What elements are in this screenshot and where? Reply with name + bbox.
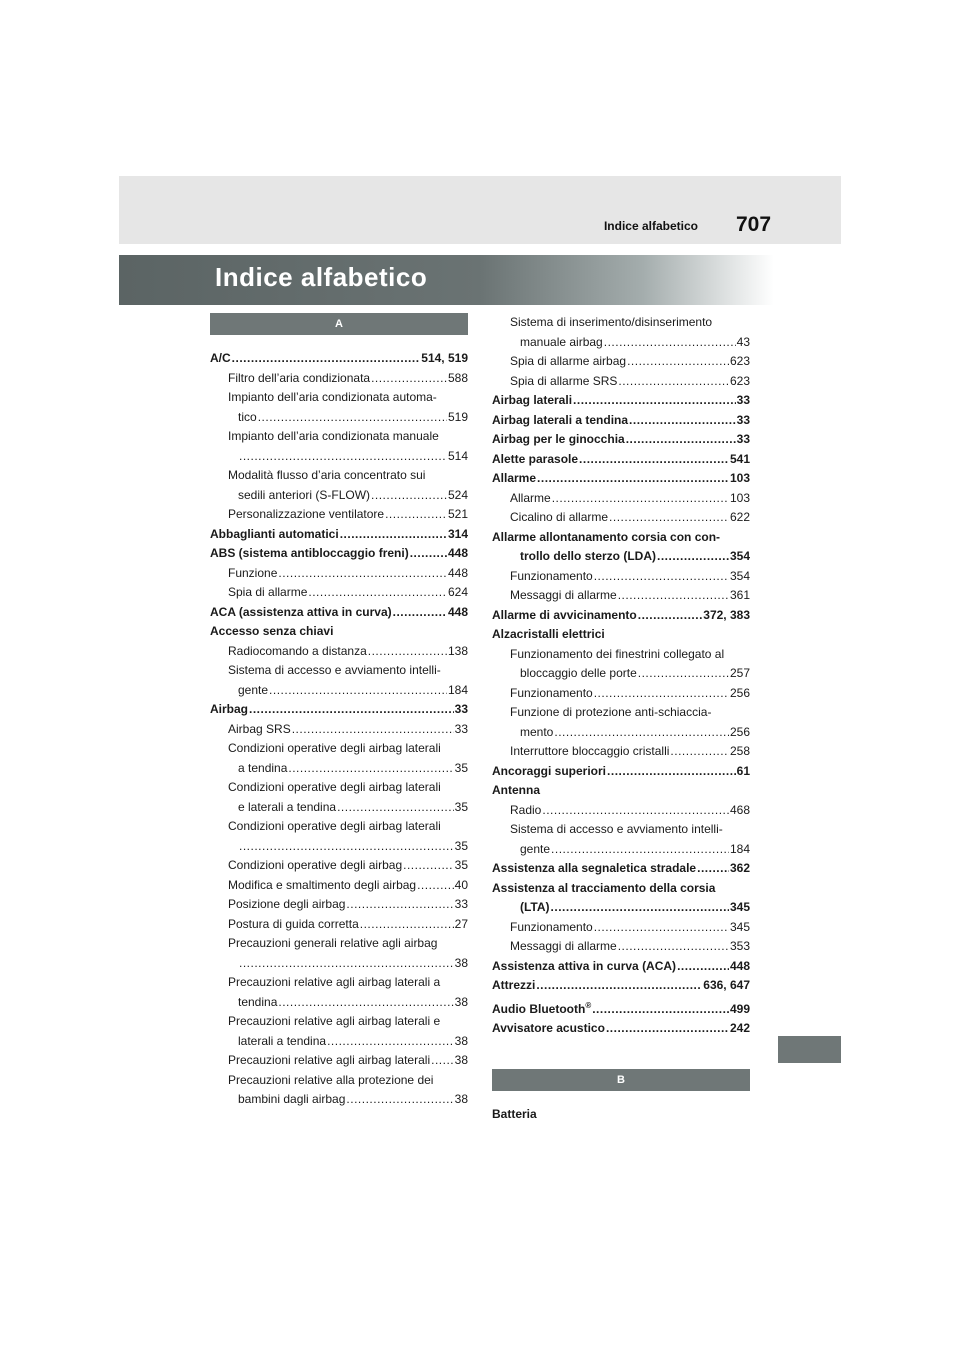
entry-text: Posizione degli airbag — [228, 897, 346, 911]
index-entry — [210, 1071, 468, 1091]
entry-page-number: 622 — [729, 510, 750, 524]
index-entry — [210, 583, 468, 603]
entry-page-number: 514 — [447, 448, 468, 463]
index-entry — [210, 934, 468, 954]
entry-page-number: 33 — [454, 897, 468, 911]
index-entry — [210, 486, 468, 506]
dot-leader — [239, 954, 454, 974]
entry-page-number: 362 — [729, 861, 750, 875]
index-entry — [492, 372, 750, 392]
entry-text: Assistenza al tracciamento della corsia — [492, 880, 716, 895]
entry-text: trollo dello sterzo (LDA) — [520, 549, 656, 563]
entry-page-number: 242 — [729, 1021, 750, 1035]
entry-page-number: 354 — [729, 568, 750, 583]
entry-page-number: 624 — [447, 585, 468, 599]
dot-leader — [618, 937, 729, 957]
entry-page-number: 541 — [729, 451, 750, 466]
dot-leader — [292, 720, 454, 740]
entry-text: Allarme allontanamento corsia con con- — [492, 529, 721, 544]
dot-leader — [308, 583, 447, 603]
entry-page-number: 499 — [729, 1001, 750, 1016]
entry-page-number: 588 — [447, 370, 468, 385]
entry-text: mento — [520, 724, 554, 739]
entry-page-number: 38 — [454, 994, 468, 1009]
entry-text: Modifica e smaltimento degli airbag — [228, 877, 417, 892]
index-entry — [492, 937, 750, 957]
entry-text: Sistema di accesso e avviamento intelli- — [510, 822, 723, 836]
entry-text: Modalità flusso d’aria concentrato sui — [228, 468, 426, 482]
index-entry — [210, 973, 468, 993]
running-header-section: Indice alfabetico — [603, 219, 698, 233]
dot-leader — [618, 586, 729, 606]
index-entry — [210, 1090, 468, 1110]
dot-leader — [269, 681, 447, 701]
index-entry — [210, 681, 468, 701]
entry-text: gente — [238, 682, 269, 697]
index-column-left — [210, 313, 468, 1110]
dot-leader — [677, 957, 729, 977]
entry-text: Precauzioni relative agli airbag laterali — [228, 1053, 431, 1067]
entry-text: Airbag — [210, 702, 249, 716]
dot-leader — [594, 684, 729, 704]
dot-leader — [629, 411, 736, 431]
index-entry — [210, 895, 468, 915]
entry-page-number: 623 — [729, 354, 750, 368]
entry-page-number: 521 — [447, 507, 468, 521]
entry-text: A/C — [210, 351, 231, 365]
dot-leader — [403, 856, 454, 876]
entry-text: Alette parasole — [492, 451, 579, 466]
dot-leader — [278, 564, 447, 584]
index-entry — [492, 801, 750, 821]
index-entry — [492, 411, 750, 431]
entry-text: gente — [520, 841, 551, 856]
dot-leader — [431, 1051, 454, 1071]
entry-text: a tendina — [238, 760, 288, 775]
index-entry — [492, 976, 750, 996]
index-entry — [492, 586, 750, 606]
entry-text: Radio — [510, 802, 542, 817]
index-entry — [210, 759, 468, 779]
dot-leader — [697, 859, 729, 879]
letter-section-header: A — [210, 313, 468, 335]
dot-leader — [537, 469, 729, 489]
entry-page-number: 257 — [729, 666, 750, 680]
index-entry — [492, 742, 750, 762]
entry-text: Filtro dell’aria condizionata — [228, 370, 371, 385]
index-entry — [492, 567, 750, 587]
entry-text: Funzionamento — [510, 568, 593, 583]
dot-leader — [288, 759, 453, 779]
index-entry — [492, 723, 750, 743]
index-entry — [492, 820, 750, 840]
entry-text: ABS (sistema antibloccaggio freni) — [210, 546, 409, 560]
entry-page-number: 61 — [736, 763, 750, 778]
entry-page-number: 35 — [454, 858, 468, 872]
dot-leader — [368, 642, 447, 662]
entry-text: Messaggi di allarme — [510, 588, 617, 602]
index-entry — [492, 1105, 750, 1125]
entry-page-number: 372, 383 — [703, 607, 750, 622]
entry-text: Personalizzazione ventilatore — [228, 507, 385, 521]
entry-text: Postura di guida corretta — [228, 916, 359, 931]
index-entry — [210, 1051, 468, 1071]
page-title: Indice alfabetico — [215, 262, 428, 292]
entry-text: Batteria — [492, 1106, 537, 1121]
index-entry — [492, 333, 750, 353]
entry-page-number: 138 — [447, 643, 468, 658]
entry-page-number: 361 — [729, 588, 750, 602]
entry-page-number: 314 — [447, 526, 468, 541]
entry-text: Alzacristalli elettrici — [492, 627, 605, 641]
entry-text: Accesso senza chiavi — [210, 624, 334, 638]
dot-leader — [258, 408, 447, 428]
entry-text: Impianto dell’aria condizionata manuale — [228, 429, 439, 443]
entry-text: Allarme — [510, 490, 551, 505]
index-entry — [210, 447, 468, 467]
index-entry — [210, 603, 468, 623]
index-entry — [210, 993, 468, 1013]
dot-leader — [573, 391, 736, 411]
entry-page-number: 35 — [454, 799, 468, 814]
dot-leader — [607, 762, 736, 782]
entry-page-number: 38 — [454, 1033, 468, 1048]
entry-page-number: 514, 519 — [421, 351, 468, 365]
entry-text: Airbag laterali — [492, 393, 573, 407]
entry-text: Airbag SRS — [228, 721, 291, 736]
entry-page-number: 524 — [447, 487, 468, 502]
entry-text: Avvisatore acustico — [492, 1021, 605, 1035]
index-entry — [492, 664, 750, 684]
dot-leader — [232, 349, 421, 369]
entry-text: Spia di allarme — [228, 585, 308, 599]
dot-leader — [410, 544, 447, 564]
entry-text: Radiocomando a distanza — [228, 643, 367, 658]
dot-leader — [670, 742, 729, 762]
entry-text: Precauzioni relative agli airbag laterali a — [228, 975, 441, 989]
index-entry — [210, 427, 468, 447]
index-entry — [210, 739, 468, 759]
entry-text: Precauzioni relative agli airbag laterali e — [228, 1014, 441, 1028]
dot-leader — [346, 1090, 453, 1110]
entry-text: Funzionamento — [510, 685, 593, 700]
entry-page-number: 448 — [447, 546, 468, 560]
entry-page-number: 184 — [447, 682, 468, 697]
index-entry — [492, 859, 750, 879]
entry-text: Sistema di inserimento/disinserimento — [510, 315, 713, 329]
dot-leader — [551, 840, 729, 860]
index-entry — [492, 957, 750, 977]
dot-leader — [606, 1019, 729, 1039]
index-entry — [210, 369, 468, 389]
dot-leader — [278, 993, 453, 1013]
entry-text: sedili anteriori (S-FLOW) — [238, 487, 371, 502]
dot-leader — [638, 606, 703, 626]
index-entry — [210, 817, 468, 837]
index-entry — [492, 996, 750, 1020]
entry-text: Allarme di avvicinamento — [492, 607, 637, 622]
entry-page-number: 35 — [454, 760, 468, 775]
index-entry — [210, 837, 468, 857]
index-entry — [210, 876, 468, 896]
index-entry — [492, 645, 750, 665]
dot-leader — [371, 486, 447, 506]
entry-text: Airbag per le ginocchia — [492, 432, 625, 446]
dot-leader — [536, 976, 702, 996]
entry-text: Condizioni operative degli airbag — [228, 858, 403, 872]
dot-leader — [393, 603, 447, 623]
dot-leader — [249, 700, 454, 720]
dot-leader — [657, 547, 729, 567]
index-column-right — [492, 313, 750, 1124]
entry-page-number: 35 — [454, 838, 468, 853]
entry-page-number: 33 — [454, 702, 468, 716]
dot-leader — [385, 505, 447, 525]
dot-leader — [337, 798, 454, 818]
side-thumb-tab — [778, 1036, 841, 1063]
index-entry — [210, 778, 468, 798]
entry-page-number: 103 — [729, 471, 750, 485]
dot-leader — [594, 567, 729, 587]
dot-leader — [346, 895, 453, 915]
entry-page-number: 184 — [729, 841, 750, 856]
index-entry — [210, 622, 468, 642]
dot-leader — [604, 333, 736, 353]
entry-page-number: 448 — [729, 958, 750, 973]
dot-leader — [627, 352, 729, 372]
dot-leader — [618, 372, 729, 392]
index-entry — [492, 703, 750, 723]
entry-page-number: 623 — [729, 373, 750, 388]
index-entry — [492, 762, 750, 782]
dot-leader — [417, 876, 454, 896]
entry-text: ACA (assistenza attiva in curva) — [210, 604, 392, 619]
entry-text: Attrezzi — [492, 978, 536, 992]
dot-leader — [239, 447, 447, 467]
index-entry — [210, 525, 468, 545]
entry-text: Condizioni operative degli airbag laterali — [228, 780, 441, 794]
entry-text: Assistenza attiva in curva (ACA) — [492, 958, 677, 973]
index-entry — [210, 544, 468, 564]
dot-leader — [592, 1000, 729, 1020]
entry-text: Funzionamento dei finestrini collegato al — [510, 646, 725, 661]
index-entry — [492, 1019, 750, 1039]
letter-section-header: B — [492, 1069, 750, 1091]
entry-text: tendina — [238, 994, 278, 1009]
entry-text: laterali a tendina — [238, 1033, 327, 1048]
index-entry — [210, 1012, 468, 1032]
index-entry — [492, 430, 750, 450]
index-entry — [210, 408, 468, 428]
entry-text: e laterali a tendina — [238, 799, 337, 814]
dot-leader — [594, 918, 729, 938]
entry-page-number: 345 — [729, 919, 750, 934]
entry-page-number: 256 — [729, 724, 750, 739]
entry-text: bambini dagli airbag — [238, 1092, 346, 1106]
entry-page-number: 448 — [447, 565, 468, 580]
index-entry — [210, 700, 468, 720]
index-entry — [210, 349, 468, 369]
dot-leader — [609, 508, 729, 528]
entry-text: Cicalino di allarme — [510, 510, 609, 524]
index-entry — [492, 450, 750, 470]
index-entry — [210, 505, 468, 525]
title-bar — [119, 255, 774, 305]
entry-page-number: 27 — [454, 916, 468, 931]
entry-page-number: 33 — [736, 393, 750, 407]
index-entry — [210, 798, 468, 818]
index-entry — [210, 466, 468, 486]
dot-leader — [626, 430, 736, 450]
index-entry — [210, 1032, 468, 1052]
entry-text: Audio Bluetooth® — [492, 1000, 592, 1016]
entry-page-number: 468 — [729, 802, 750, 817]
entry-text: Interruttore bloccaggio cristalli — [510, 744, 670, 758]
entry-page-number: 33 — [736, 432, 750, 446]
index-entry — [492, 918, 750, 938]
dot-leader — [371, 369, 447, 389]
index-entry — [492, 898, 750, 918]
index-entry — [492, 391, 750, 411]
dot-leader — [239, 837, 454, 857]
entry-text: Sistema di accesso e avviamento intelli- — [228, 663, 441, 677]
header-band — [119, 176, 841, 244]
dot-leader — [360, 915, 454, 935]
entry-page-number: 33 — [454, 721, 468, 736]
entry-page-number: 38 — [454, 1092, 468, 1106]
entry-page-number: 258 — [729, 744, 750, 758]
entry-text: tico — [238, 409, 257, 424]
entry-page-number: 103 — [729, 490, 750, 505]
entry-text: Spia di allarme SRS — [510, 373, 618, 388]
entry-text: Precauzioni generali relative agli airbag — [228, 936, 438, 950]
entry-text: Precauzioni relative alla protezione dei — [228, 1072, 434, 1087]
index-entry — [210, 915, 468, 935]
entry-text: Airbag laterali a tendina — [492, 412, 629, 427]
index-entry — [492, 352, 750, 372]
index-entry — [492, 508, 750, 528]
entry-text: Messaggi di allarme — [510, 939, 617, 953]
entry-text: bloccaggio delle porte — [520, 666, 637, 680]
index-entry — [210, 642, 468, 662]
entry-text: Allarme — [492, 471, 537, 485]
entry-text: Assistenza alla segnaletica stradale — [492, 861, 697, 875]
dot-leader — [638, 664, 729, 684]
entry-text: (LTA) — [520, 900, 550, 914]
entry-page-number: 38 — [454, 955, 468, 970]
index-entry — [492, 313, 750, 333]
entry-page-number: 40 — [454, 877, 468, 892]
entry-page-number: 43 — [736, 334, 750, 349]
entry-page-number: 519 — [447, 409, 468, 424]
dot-leader — [340, 525, 447, 545]
index-entry — [492, 625, 750, 645]
entry-text: Condizioni operative degli airbag laterali — [228, 819, 441, 833]
dot-leader — [551, 898, 729, 918]
entry-text: Abbaglianti automatici — [210, 526, 339, 541]
entry-text: Condizioni operative degli airbag laterali — [228, 741, 441, 755]
entry-page-number: 33 — [736, 412, 750, 427]
dot-leader — [552, 489, 729, 509]
entry-text: Impianto dell’aria condizionata automa- — [228, 390, 437, 404]
entry-page-number: 636, 647 — [703, 978, 750, 992]
entry-text: Funzionamento — [510, 919, 593, 934]
index-entry — [492, 469, 750, 489]
index-entry — [492, 489, 750, 509]
index-entry — [210, 954, 468, 974]
index-entry — [492, 606, 750, 626]
entry-page-number: 353 — [729, 939, 750, 953]
page-number: 707 — [736, 213, 772, 236]
dot-leader — [542, 801, 729, 821]
index-entry — [492, 840, 750, 860]
entry-text: Spia di allarme airbag — [510, 354, 627, 368]
index-entry — [210, 856, 468, 876]
index-entry — [210, 388, 468, 408]
index-entry — [492, 781, 750, 801]
index-entry — [210, 564, 468, 584]
index-entry — [210, 720, 468, 740]
entry-page-number: 256 — [729, 685, 750, 700]
entry-page-number: 38 — [454, 1053, 468, 1067]
entry-text: Funzione di protezione anti-schiaccia- — [510, 705, 712, 719]
index-entry — [492, 528, 750, 548]
entry-page-number: 448 — [447, 604, 468, 619]
entry-text: Ancoraggi superiori — [492, 763, 607, 778]
dot-leader — [554, 723, 729, 743]
entry-text: manuale airbag — [520, 334, 603, 349]
dot-leader — [327, 1032, 454, 1052]
dot-leader — [579, 450, 729, 470]
entry-text: Antenna — [492, 783, 540, 797]
index-entry — [492, 547, 750, 567]
index-entry — [210, 661, 468, 681]
entry-text: Funzione — [228, 565, 278, 580]
index-entry — [492, 684, 750, 704]
entry-page-number: 354 — [729, 549, 750, 563]
index-entry — [492, 879, 750, 899]
entry-page-number: 345 — [729, 900, 750, 914]
